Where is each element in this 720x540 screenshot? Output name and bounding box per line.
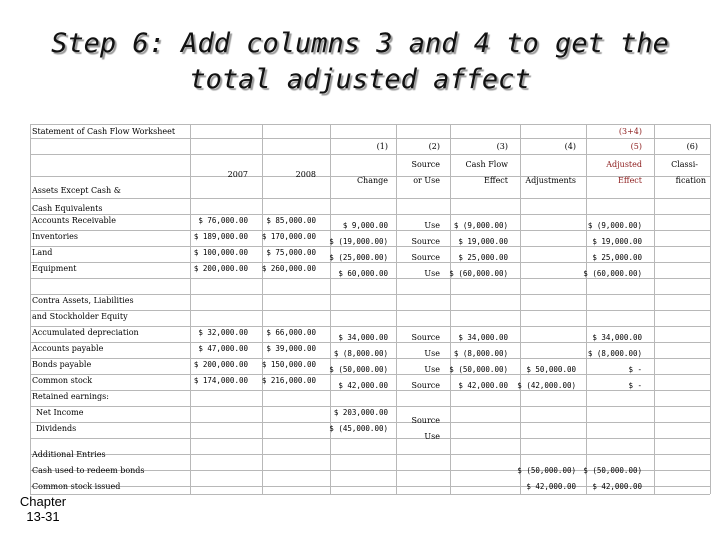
col-num-1: (1) bbox=[376, 142, 388, 151]
header-classi-top: Classi- bbox=[671, 160, 698, 169]
grid-line bbox=[30, 278, 710, 279]
row-label: Accounts Receivable bbox=[32, 216, 116, 225]
grid-line bbox=[30, 422, 710, 423]
value-2008: $ 85,000.00 bbox=[266, 216, 316, 225]
value-source-use: Use bbox=[424, 432, 440, 441]
header-change: Change bbox=[356, 176, 388, 185]
header-2008: 2008 bbox=[295, 170, 316, 179]
header-cashflow-top: Cash Flow bbox=[465, 160, 508, 169]
section-liab-line2: and Stockholder Equity bbox=[32, 312, 128, 321]
grid-line bbox=[30, 214, 710, 215]
row-label: Common stock bbox=[32, 376, 93, 385]
value-change: $ (50,000.00) bbox=[329, 365, 388, 374]
row-label: Cash used to redeem bonds bbox=[32, 466, 145, 475]
chapter-line-1: Chapter bbox=[19, 494, 67, 509]
grid-line bbox=[30, 262, 710, 263]
cash-flow-worksheet bbox=[30, 124, 710, 494]
header-source-bottom: or Use bbox=[413, 176, 440, 185]
row-label: Common stock issued bbox=[32, 482, 121, 491]
value-source-use: Source bbox=[411, 253, 440, 262]
value-adjusted-effect: $ 19,000.00 bbox=[592, 237, 642, 246]
col-num-2: (2) bbox=[428, 142, 440, 151]
value-change: $ 34,000.00 bbox=[338, 333, 388, 342]
header-cashflow-bottom: Effect bbox=[484, 176, 508, 185]
grid-line bbox=[30, 198, 710, 199]
value-cash-flow: $ (9,000.00) bbox=[453, 221, 508, 230]
grid-line bbox=[330, 124, 331, 494]
value-adjusted-effect: $ (60,000.00) bbox=[583, 269, 642, 278]
row-label: Accumulated depreciation bbox=[32, 328, 139, 337]
header-classi-bottom: fication bbox=[675, 176, 706, 185]
value-adjusted-effect: $ (50,000.00) bbox=[583, 466, 642, 475]
grid-line bbox=[30, 358, 710, 359]
section-assets-line2: Cash Equivalents bbox=[32, 204, 103, 213]
value-cash-flow: $ (8,000.00) bbox=[453, 349, 508, 358]
value-2007: $ 200,000.00 bbox=[193, 360, 248, 369]
value-adjusted-effect: $ - bbox=[628, 381, 642, 390]
row-label: Inventories bbox=[32, 232, 78, 241]
additional-entries-label: Additional Entries bbox=[32, 450, 106, 459]
value-2007: $ 32,000.00 bbox=[198, 328, 248, 337]
row-label: Dividends bbox=[36, 424, 77, 433]
col-num-5: (5) bbox=[630, 142, 642, 151]
value-change: $ 203,000.00 bbox=[333, 408, 388, 417]
row-label: Bonds payable bbox=[32, 360, 92, 369]
value-2008: $ 216,000.00 bbox=[261, 376, 316, 385]
title-line-1: Step 6: Add columns 3 and 4 to get the bbox=[51, 28, 669, 59]
value-source-use: Use bbox=[424, 269, 440, 278]
value-source-use: Source bbox=[411, 416, 440, 425]
grid-line bbox=[710, 124, 711, 494]
value-cash-flow: $ 34,000.00 bbox=[458, 333, 508, 342]
value-source-use: Source bbox=[411, 237, 440, 246]
value-2007: $ 174,000.00 bbox=[193, 376, 248, 385]
grid-line bbox=[654, 124, 655, 494]
value-adjustment: $ 50,000.00 bbox=[526, 365, 576, 374]
grid-line bbox=[30, 390, 710, 391]
value-cash-flow: $ (50,000.00) bbox=[449, 365, 508, 374]
row-label: Accounts payable bbox=[32, 344, 104, 353]
grid-line bbox=[190, 124, 191, 494]
value-adjustment: $ 42,000.00 bbox=[526, 482, 576, 491]
value-change: $ 42,000.00 bbox=[338, 381, 388, 390]
value-adjusted-effect: $ 34,000.00 bbox=[592, 333, 642, 342]
section-assets-line1: Assets Except Cash & bbox=[32, 186, 121, 195]
grid-line bbox=[30, 406, 710, 407]
grid-line bbox=[30, 138, 710, 139]
value-adjustment: $ (50,000.00) bbox=[517, 466, 576, 475]
value-2007: $ 200,000.00 bbox=[193, 264, 248, 273]
col-num-3: (3) bbox=[496, 142, 508, 151]
header-adjustments: Adjustments bbox=[525, 176, 576, 185]
value-adjusted-effect: $ (9,000.00) bbox=[587, 221, 642, 230]
col-num-4: (4) bbox=[564, 142, 576, 151]
value-source-use: Use bbox=[424, 221, 440, 230]
col-num-6: (6) bbox=[686, 142, 698, 151]
header-adjusted-bottom: Effect bbox=[618, 176, 642, 185]
header-2007: 2007 bbox=[227, 170, 248, 179]
row-label: Equipment bbox=[32, 264, 77, 273]
value-2008: $ 66,000.00 bbox=[266, 328, 316, 337]
value-2007: $ 76,000.00 bbox=[198, 216, 248, 225]
value-cash-flow: $ 25,000.00 bbox=[458, 253, 508, 262]
header-adjusted-top: Adjusted bbox=[606, 160, 642, 169]
grid-line bbox=[262, 124, 263, 494]
value-2008: $ 260,000.00 bbox=[261, 264, 316, 273]
value-2007: $ 100,000.00 bbox=[193, 248, 248, 257]
value-change: $ (45,000.00) bbox=[329, 424, 388, 433]
header-source-top: Source bbox=[411, 160, 440, 169]
value-cash-flow: $ (60,000.00) bbox=[449, 269, 508, 278]
grid-line bbox=[450, 124, 451, 494]
value-2008: $ 150,000.00 bbox=[261, 360, 316, 369]
value-adjusted-effect: $ 42,000.00 bbox=[592, 482, 642, 491]
chapter-label bbox=[8, 494, 78, 524]
value-source-use: Source bbox=[411, 381, 440, 390]
value-2007: $ 189,000.00 bbox=[193, 232, 248, 241]
grid-line bbox=[396, 124, 397, 494]
value-2008: $ 39,000.00 bbox=[266, 344, 316, 353]
row-label: Net Income bbox=[36, 408, 84, 417]
grid-line bbox=[30, 124, 710, 125]
grid-line bbox=[30, 342, 710, 343]
title-line-2: total adjusted affect bbox=[189, 64, 531, 95]
grid-line bbox=[30, 230, 710, 231]
col-num-3plus4: (3+4) bbox=[618, 127, 642, 136]
value-2007: $ 47,000.00 bbox=[198, 344, 248, 353]
value-source-use: Use bbox=[424, 365, 440, 374]
value-adjustment: $ (42,000.00) bbox=[517, 381, 576, 390]
value-change: $ 9,000.00 bbox=[342, 221, 388, 230]
value-cash-flow: $ 19,000.00 bbox=[458, 237, 508, 246]
grid-line bbox=[30, 326, 710, 327]
grid-line bbox=[30, 154, 710, 155]
grid-line bbox=[30, 438, 710, 439]
value-adjusted-effect: $ (8,000.00) bbox=[587, 349, 642, 358]
retained-earnings-label: Retained earnings: bbox=[32, 392, 109, 401]
grid-line bbox=[586, 124, 587, 494]
value-source-use: Source bbox=[411, 333, 440, 342]
grid-line bbox=[30, 246, 710, 247]
chapter-line-2: 13-31 bbox=[26, 509, 60, 524]
value-change: $ (19,000.00) bbox=[329, 237, 388, 246]
grid-line bbox=[30, 124, 31, 494]
grid-line bbox=[30, 294, 710, 295]
row-label: Land bbox=[32, 248, 53, 257]
slide-title bbox=[0, 26, 720, 98]
value-2008: $ 75,000.00 bbox=[266, 248, 316, 257]
grid-line bbox=[30, 374, 710, 375]
grid-line bbox=[520, 124, 521, 494]
value-change: $ (8,000.00) bbox=[333, 349, 388, 358]
section-liab-line1: Contra Assets, Liabilities bbox=[32, 296, 134, 305]
worksheet-heading: Statement of Cash Flow Worksheet bbox=[32, 127, 176, 136]
value-2008: $ 170,000.00 bbox=[261, 232, 316, 241]
value-source-use: Use bbox=[424, 349, 440, 358]
value-cash-flow: $ 42,000.00 bbox=[458, 381, 508, 390]
value-adjusted-effect: $ 25,000.00 bbox=[592, 253, 642, 262]
grid-line bbox=[30, 310, 710, 311]
value-change: $ (25,000.00) bbox=[329, 253, 388, 262]
grid-line bbox=[30, 494, 710, 495]
value-change: $ 60,000.00 bbox=[338, 269, 388, 278]
value-adjusted-effect: $ - bbox=[628, 365, 642, 374]
grid-line bbox=[30, 454, 710, 455]
